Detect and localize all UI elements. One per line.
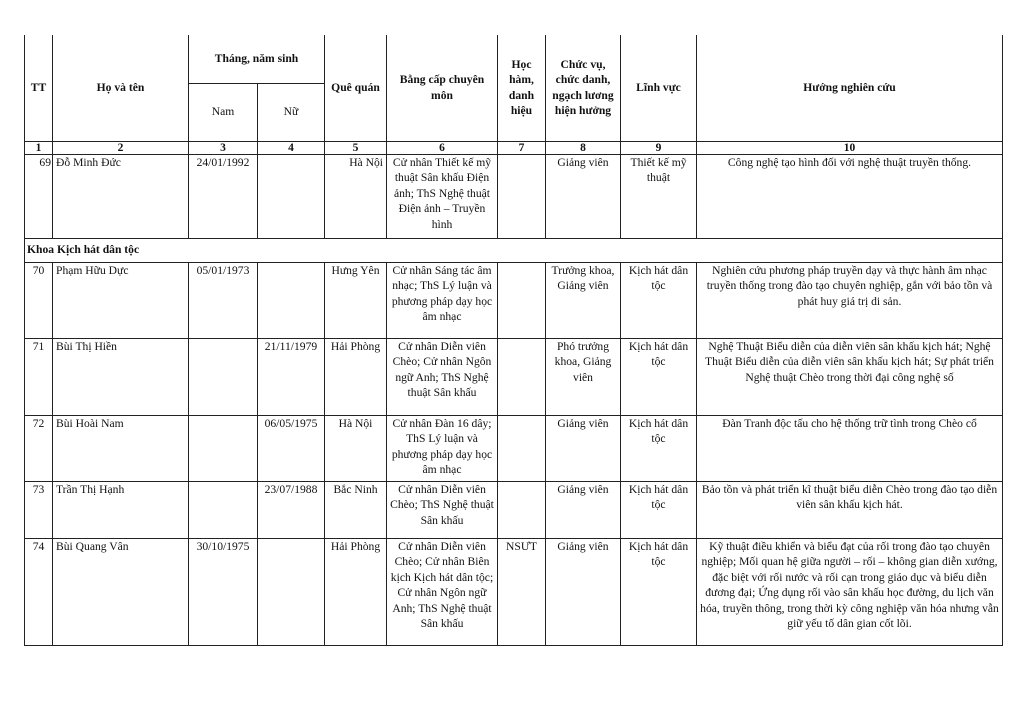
header-hometown: Quê quán xyxy=(325,35,387,141)
cell-position: Giảng viên xyxy=(546,415,621,481)
cell-name: Phạm Hữu Dực xyxy=(53,262,189,338)
header-female: Nữ xyxy=(258,83,325,141)
staff-table xyxy=(24,35,1003,646)
header-field: Lĩnh vực xyxy=(621,35,697,141)
cell-degree: Cử nhân Diễn viên Chèo; Cử nhân Biên kịch Kịch hát dân tộc; Cử nhân Ngôn ngữ Anh; ThS Nghệ thuật Sân khấu xyxy=(387,538,498,645)
table-row xyxy=(25,538,1003,645)
table-row xyxy=(25,481,1003,538)
section-title: Khoa Kịch hát dân tộc xyxy=(25,238,1003,262)
cell-title xyxy=(498,338,546,415)
cell-female xyxy=(258,154,325,238)
cell-degree: Cử nhân Diễn viên Chèo; ThS Nghệ thuật Sân khấu xyxy=(387,481,498,538)
cell-male: 05/01/1973 xyxy=(189,262,258,338)
cell-field: Kịch hát dân tộc xyxy=(621,538,697,645)
cell-hometown: Bắc Ninh xyxy=(325,481,387,538)
cell-field: Kịch hát dân tộc xyxy=(621,262,697,338)
cell-field: Thiết kế mỹ thuật xyxy=(621,154,697,238)
table-row xyxy=(25,415,1003,481)
column-number: 4 xyxy=(258,141,325,154)
cell-research: Kỹ thuật điều khiển và biểu đạt của rối trong đào tạo chuyên nghiệp; Mối quan hệ giữa người – rối – không gian diễn xướng, đặc biệt với rối nước và rối cạn trong giáo dục và biểu diễn đương đại; Ứng dụng rối vào sân khấu học đường, du lịch văn hóa, truyền thông, trong thời kỳ công nghiệp văn hóa nhưng vẫn giữ yếu tố dân gian cốt lõi. xyxy=(697,538,1003,645)
cell-position: Giảng viên xyxy=(546,481,621,538)
cell-field: Kịch hát dân tộc xyxy=(621,338,697,415)
cell-male: 24/01/1992 xyxy=(189,154,258,238)
column-number: 5 xyxy=(325,141,387,154)
cell-research: Nghiên cứu phương pháp truyền dạy và thực hành âm nhạc truyền thống trong đào tạo chuyên nghiệp, gắn với bảo tồn và phát huy giá trị di sản. xyxy=(697,262,1003,338)
column-number: 10 xyxy=(697,141,1003,154)
cell-hometown: Hải Phòng xyxy=(325,538,387,645)
cell-research: Đàn Tranh độc tấu cho hệ thống trữ tình trong Chèo cổ xyxy=(697,415,1003,481)
cell-female: 06/05/1975 xyxy=(258,415,325,481)
column-number: 2 xyxy=(53,141,189,154)
cell-female xyxy=(258,262,325,338)
cell-name: Đỗ Minh Đức xyxy=(53,154,189,238)
cell-tt: 73 xyxy=(25,481,53,538)
cell-tt: 72 xyxy=(25,415,53,481)
table-row xyxy=(25,154,1003,238)
cell-title xyxy=(498,481,546,538)
header-male: Nam xyxy=(189,83,258,141)
cell-tt: 69 xyxy=(25,154,53,238)
column-number: 3 xyxy=(189,141,258,154)
cell-hometown: Hà Nội xyxy=(325,154,387,238)
cell-degree: Cử nhân Diễn viên Chèo; Cử nhân Ngôn ngữ Anh; ThS Nghệ thuật Sân khấu xyxy=(387,338,498,415)
cell-position: Giảng viên xyxy=(546,538,621,645)
header-position: Chức vụ, chức danh, ngạch lương hiện hưởng xyxy=(546,35,621,141)
cell-research: Nghệ Thuật Biểu diễn của diễn viên sân khấu kịch hát; Nghệ Thuật Biểu diễn của diễn viên sân khấu kịch hát; Sự phát triển Nghệ thuật Chèo trong thời đại công nghệ số xyxy=(697,338,1003,415)
header-title: Học hàm, danh hiệu xyxy=(498,35,546,141)
cell-research: Bảo tồn và phát triển kĩ thuật biểu diễn Chèo trong đào tạo diễn viên sân khấu kịch hát. xyxy=(697,481,1003,538)
cell-position: Trưởng khoa, Giảng viên xyxy=(546,262,621,338)
cell-title xyxy=(498,415,546,481)
cell-male xyxy=(189,415,258,481)
cell-male xyxy=(189,338,258,415)
cell-male xyxy=(189,481,258,538)
cell-tt: 70 xyxy=(25,262,53,338)
column-number: 9 xyxy=(621,141,697,154)
header-birth: Tháng, năm sinh xyxy=(189,35,325,83)
cell-title xyxy=(498,154,546,238)
column-number: 8 xyxy=(546,141,621,154)
cell-field: Kịch hát dân tộc xyxy=(621,415,697,481)
cell-name: Bùi Thị Hiền xyxy=(53,338,189,415)
cell-hometown: Hải Phòng xyxy=(325,338,387,415)
cell-female xyxy=(258,538,325,645)
cell-female: 23/07/1988 xyxy=(258,481,325,538)
cell-position: Giảng viên xyxy=(546,154,621,238)
cell-degree: Cử nhân Đàn 16 dây; ThS Lý luận và phương pháp dạy học âm nhạc xyxy=(387,415,498,481)
header-degree: Bằng cấp chuyên môn xyxy=(387,35,498,141)
cell-name: Bùi Hoài Nam xyxy=(53,415,189,481)
cell-name: Bùi Quang Vân xyxy=(53,538,189,645)
cell-hometown: Hà Nội xyxy=(325,415,387,481)
section-row xyxy=(25,238,1003,262)
column-number: 7 xyxy=(498,141,546,154)
cell-tt: 74 xyxy=(25,538,53,645)
cell-position: Phó trưởng khoa, Giảng viên xyxy=(546,338,621,415)
cell-tt: 71 xyxy=(25,338,53,415)
cell-degree: Cử nhân Thiết kế mỹ thuật Sân khấu Điện ảnh; ThS Nghệ thuật Điện ảnh – Truyền hình xyxy=(387,154,498,238)
cell-degree: Cử nhân Sáng tác âm nhạc; ThS Lý luận và phương pháp dạy học âm nhạc xyxy=(387,262,498,338)
header-research: Hướng nghiên cứu xyxy=(697,35,1003,141)
cell-title: NSƯT xyxy=(498,538,546,645)
table-row xyxy=(25,262,1003,338)
table-row xyxy=(25,338,1003,415)
cell-field: Kịch hát dân tộc xyxy=(621,481,697,538)
cell-name: Trần Thị Hạnh xyxy=(53,481,189,538)
header-name: Họ và tên xyxy=(53,35,189,141)
cell-female: 21/11/1979 xyxy=(258,338,325,415)
column-number: 6 xyxy=(387,141,498,154)
cell-male: 30/10/1975 xyxy=(189,538,258,645)
column-number: 1 xyxy=(25,141,53,154)
cell-research: Công nghệ tạo hình đối với nghệ thuật truyền thống. xyxy=(697,154,1003,238)
cell-hometown: Hưng Yên xyxy=(325,262,387,338)
header-tt: TT xyxy=(25,35,53,141)
cell-title xyxy=(498,262,546,338)
